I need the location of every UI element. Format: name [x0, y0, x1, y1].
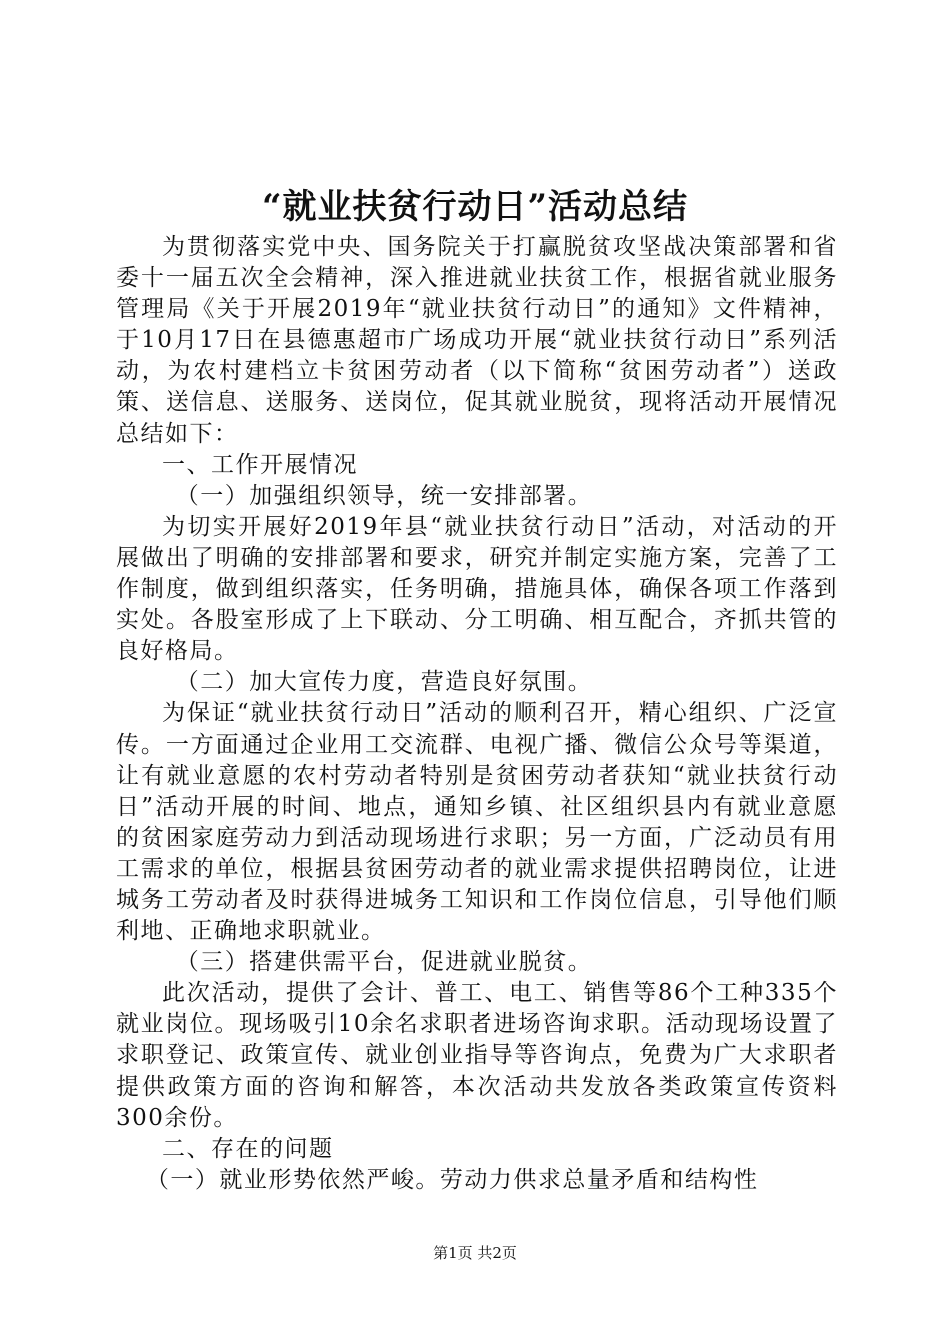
page-number: 第1页 共2页: [433, 1244, 517, 1262]
intro-paragraph: 为贯彻落实党中央、国务院关于打赢脱贫攻坚战决策部署和省委十一届五次全会精神，深入推进就业扶贫工作，根据省就业服务管理局《关于开展2019年“就业扶贫行动日”的通知》文件精神，于10月17日在县德惠超市广场成功开展“就业扶贫行动日”系列活动，为农村建档立卡贫困劳动者（以下简称“贫困劳动者”）送政策、送信息、送服务、送岗位，促其就业脱贫，现将活动开展情况总结如下：: [116, 234, 838, 447]
subsection-heading-4: （一）就业形势依然严峻。劳动力供求总量矛盾和结构性: [145, 1166, 759, 1193]
document-body: [116, 232, 838, 1196]
section-heading-1: 一、工作开展情况: [162, 451, 358, 478]
subsection-heading-1: （一）加强组织领导，统一安排部署。: [175, 482, 593, 509]
section-heading-2: 二、存在的问题: [162, 1135, 334, 1162]
body-paragraph: 此次活动，提供了会计、普工、电工、销售等86个工种335个就业岗位。现场吸引10余名求职者进场咨询求职。活动现场设置了求职登记、政策宣传、就业创业指导等咨询点，免费为广大求职者提供政策方面的咨询和解答，本次活动共发放各类政策宣传资料300余份。: [116, 980, 838, 1131]
subsection-heading-2: （二）加大宣传力度，营造良好氛围。: [175, 669, 593, 696]
body-paragraph: 为保证“就业扶贫行动日”活动的顺利召开，精心组织、广泛宣传。一方面通过企业用工交流群、电视广播、微信公众号等渠道，让有就业意愿的农村劳动者特别是贫困劳动者获知“就业扶贫行动日”活动开展的时间、地点，通知乡镇、社区组织县内有就业意愿的贫困家庭劳动力到活动现场进行求职；另一方面，广泛动员有用工需求的单位，根据县贫困劳动者的就业需求提供招聘岗位，让进城务工劳动者及时获得进城务工知识和工作岗位信息，引导他们顺利地、正确地求职就业。: [116, 700, 838, 945]
document-title: “就业扶贫行动日”活动总结: [261, 187, 689, 227]
body-paragraph: 为切实开展好2019年县“就业扶贫行动日”活动，对活动的开展做出了明确的安排部署和要求，研究并制定实施方案，完善了工作制度，做到组织落实，任务明确，措施具体，确保各项工作落到实处。各股室形成了上下联动、分工明确、相互配合，齐抓共管的良好格局。: [116, 513, 838, 665]
subsection-heading-3: （三）搭建供需平台，促进就业脱贫。: [175, 949, 593, 976]
